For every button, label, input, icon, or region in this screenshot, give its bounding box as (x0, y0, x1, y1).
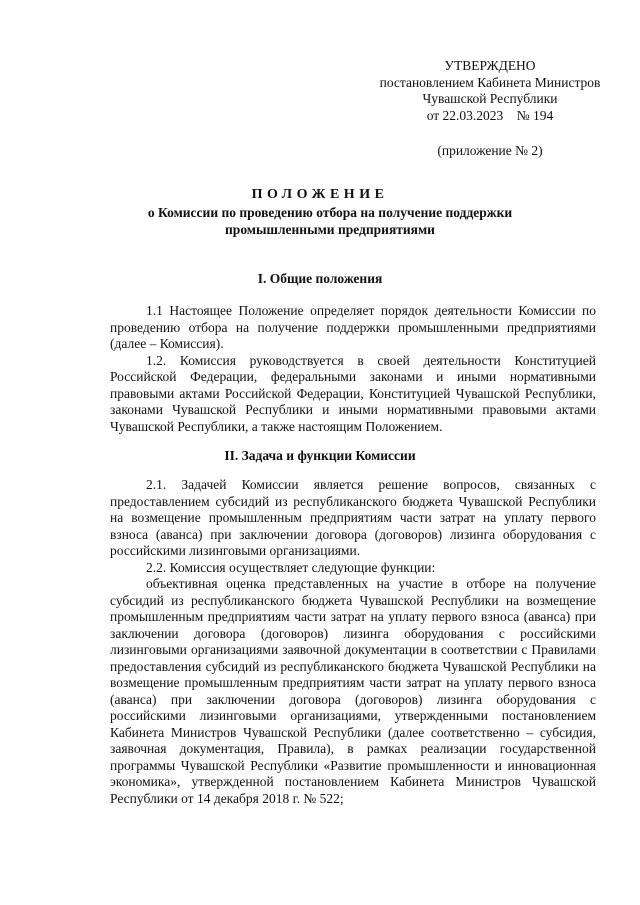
approval-issuer: постановлением Кабинета Министров (379, 74, 601, 90)
approval-stamp (360, 58, 620, 124)
section-body-tasks (110, 477, 596, 807)
paragraph-2-2: 2.2. Комиссия осуществляет следующие функции: (146, 559, 436, 575)
approval-republic: Чувашской Республики (422, 91, 558, 106)
section-heading-tasks: II. Задача и функции Комиссии (224, 448, 416, 463)
paragraph-1-1: 1.1 Настоящее Положение определяет порядок деятельности Комиссии по проведению отбора на получение поддержки промышленными предприятиями (далее – Комиссия). (110, 303, 596, 351)
section-body-general (110, 303, 596, 435)
approval-heading: УТВЕРЖДЕНО (444, 58, 536, 73)
paragraph-2-2-item: объективная оценка представленных на участие в отборе на получение субсидий из республиканского бюджета Чувашской Республики на возмещение промышленным предприятиям части затрат на уплату первого взноса (аванса) при заключении договора (договоров) лизинга оборудования с российскими лизинговыми организациями заявочной документации в соответствии с Правилами предоставления субсидий из республиканского бюджета Чувашской Республики на возмещение промышленным предприятиям части затрат на уплату первого взноса (аванса) при заключении договора (договоров) лизинга оборудования с российскими лизинговыми организациями, утвержденными постановлением Кабинета Министров Чувашской Республики (далее соответственно – субсидия, заявочная документация, Правила), в рамках реализации государственной программы Чувашской Республики «Развитие промышленности и инновационная экономика», утвержденной постановлением Кабинета Министров Чувашской Республики от 14 декабря 2018 г. № 522; (110, 576, 596, 806)
paragraph-1-2: 1.2. Комиссия руководствуется в своей деятельности Конституцией Российской Федерации, федеральными законами и иными нормативными правовыми актами Российской Федерации, Конституцией Чувашской Республики, законами Чувашской Республики и иными нормативными правовыми актами Чувашской Республики, а также настоящим Положением. (110, 352, 596, 434)
approval-date-number: от 22.03.2023 № 194 (426, 107, 554, 123)
paragraph-2-1: 2.1. Задачей Комиссии является решение вопросов, связанных с предоставлением субсидий из республиканского бюджета Чувашской Республики на возмещение промышленным предприятиям части затрат на уплату первого взноса (аванса) при заключении договора (договоров) лизинга оборудования с российскими лизинговыми организациями. (110, 477, 596, 558)
section-heading-general: I. Общие положения (257, 271, 383, 286)
document-title: ПОЛОЖЕНИЕ (251, 187, 389, 202)
appendix-note: (приложение № 2) (437, 143, 543, 158)
document-subtitle: о Комиссии по проведению отбора на получение поддержки промышленными предприятиями (147, 205, 513, 237)
